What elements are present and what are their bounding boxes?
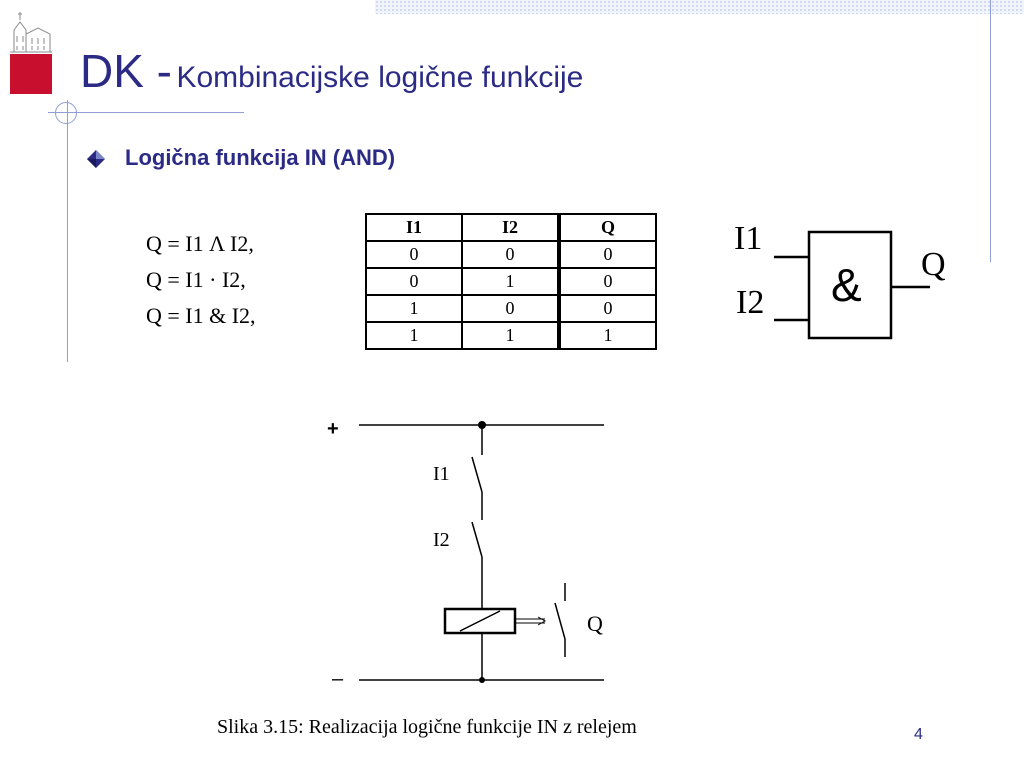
switch-i2-label: I2	[433, 529, 450, 551]
table-cell: 1	[462, 268, 559, 295]
table-cell: 0	[366, 268, 462, 295]
table-row	[366, 268, 656, 295]
gate-input-i1-label: I1	[734, 220, 763, 257]
switch-i1-contact	[472, 457, 482, 492]
left-divider-line	[67, 100, 68, 362]
relay-circuit-diagram	[320, 405, 620, 695]
formula-list	[146, 226, 256, 334]
positive-rail-label: +	[327, 418, 339, 440]
table-cell: 0	[462, 241, 559, 268]
table-cell: 0	[559, 241, 656, 268]
table-cell: 1	[366, 322, 462, 349]
column-header-q: Q	[559, 214, 656, 241]
relay-coil-slash	[460, 611, 500, 631]
switch-i1-label: I1	[433, 463, 450, 485]
table-header-row	[366, 214, 656, 241]
negative-rail-label: –	[332, 668, 344, 690]
title-underline	[48, 112, 244, 113]
figure-caption: Slika 3.15: Realizacija logične funkcije IN z relejem	[217, 716, 637, 738]
table-row	[366, 295, 656, 322]
truth-table	[365, 213, 657, 350]
title-circle-ornament	[55, 102, 77, 124]
column-header-i1: I1	[366, 214, 462, 241]
table-cell: 0	[366, 241, 462, 268]
switch-i2-contact	[472, 522, 482, 557]
title-main: DK -	[80, 45, 172, 97]
title-subtitle: Kombinacijske logične funkcije	[176, 61, 584, 94]
header-dotted-band	[375, 0, 1024, 14]
slide-number: 4	[914, 726, 923, 743]
logo-red-block	[10, 54, 52, 94]
university-logo	[8, 8, 54, 96]
gate-input-i2-label: I2	[736, 284, 765, 321]
formula-line: Q = I1 Λ I2,	[146, 231, 254, 256]
gate-and-symbol: &	[831, 259, 862, 311]
relay-linkage-arrow	[538, 617, 545, 625]
relay-output-contact	[555, 603, 565, 639]
table-cell: 0	[462, 295, 559, 322]
table-cell: 1	[559, 322, 656, 349]
column-header-i2: I2	[462, 214, 559, 241]
table-cell: 0	[559, 295, 656, 322]
table-cell: 1	[462, 322, 559, 349]
relay-output-label: Q	[587, 611, 603, 636]
table-cell: 0	[559, 268, 656, 295]
formula-line: Q = I1 & I2,	[146, 303, 256, 328]
and-gate-diagram	[730, 215, 960, 350]
formula-line: Q = I1 · I2,	[146, 267, 246, 292]
table-row	[366, 241, 656, 268]
table-row	[366, 322, 656, 349]
right-divider-line	[990, 0, 991, 262]
bullet-heading: Logična funkcija IN (AND)	[125, 145, 396, 170]
table-cell: 1	[366, 295, 462, 322]
gate-output-label: Q	[921, 246, 946, 283]
slide-title	[80, 45, 584, 97]
diamond-bullet-icon	[86, 149, 106, 169]
